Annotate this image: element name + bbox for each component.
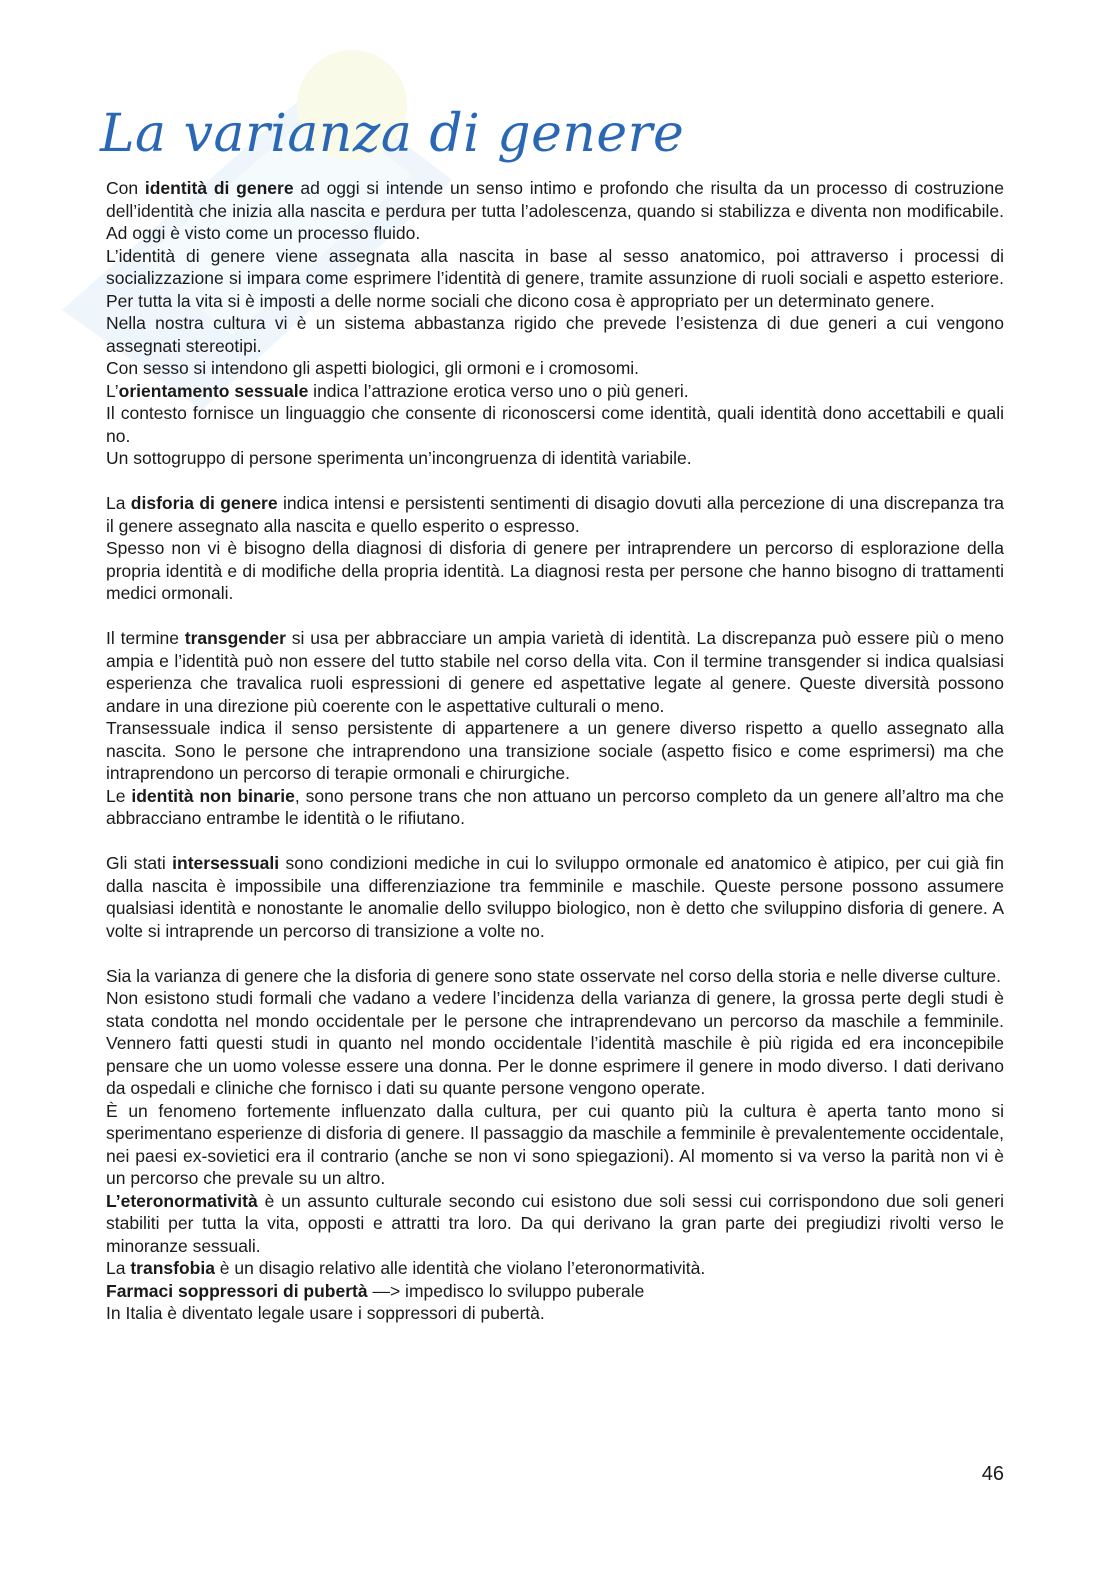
- page-title: La varianza di genere: [100, 104, 685, 164]
- paragraph: [106, 380, 1004, 403]
- text-run: La: [106, 493, 131, 513]
- bold-term: transgender: [184, 628, 286, 648]
- text-run: —> impedisco lo sviluppo puberale: [367, 1280, 645, 1301]
- paragraph: [106, 987, 1004, 1100]
- paragraph: [106, 1257, 1004, 1280]
- text-run: Con: [106, 178, 145, 198]
- text-run: Nella nostra cultura vi è un sistema abbastanza rigido che prevede l’esistenza di due generi a cui vengono assegnati stereotipi.: [106, 313, 1004, 356]
- bold-term: L’eteronormatività: [106, 1190, 258, 1211]
- paragraph: [106, 1190, 1004, 1258]
- bold-term: Farmaci soppressori di pubertà: [106, 1280, 368, 1301]
- text-run: È un fenomeno fortemente influenzato dalla cultura, per cui quanto più la cultura è aperta tanto mono si sperimentano esperienze di disforia di genere. Il passaggio da maschile a femminile è prevalentemente occidentale, nei paesi ex-sovietici era il contrario (anche se non vi sono spiegazioni). Al momento si va verso la parità non vi è un percorso che prevale su un altro.: [106, 1100, 1004, 1188]
- text-run: Transessuale indica il senso persistente di appartenere a un genere diverso rispetto a quello assegnato alla nascita. Sono le persone che intraprendono una transizione sociale (aspetto fisico e come esprimersi) ma che intraprendono un percorso di terapie ormonali e chirurgiche.: [106, 718, 1004, 783]
- text-run: indica l’attrazione erotica verso uno o più generi.: [308, 380, 689, 401]
- text-run: Un sottogruppo di persone sperimenta un’incongruenza di identità variabile.: [106, 448, 692, 468]
- paragraph: [106, 537, 1004, 605]
- text-run: L’identità di genere viene assegnata alla nascita in base al sesso anatomico, poi attraverso i processi di socializzazione si impara come esprimere l’identità di genere, tramite assunzione di ruoli sociali e aspetto esteriore. Per tutta la vita si è imposti a delle norme sociali che dicono cosa è appropriato per un determinato genere.: [106, 245, 1004, 311]
- paragraph: [106, 447, 1004, 470]
- text-run: Non esistono studi formali che vadano a vedere l’incidenza della varianza di genere, la grossa perte degli studi è stata condotta nel mondo occidentale per le persone che intraprendevano un percorso da maschile a femminile. Vennero fatti questi studi in quanto nel mondo occidentale l’identità maschile è più rigida ed era inconcepibile pensare che un uomo volesse essere una donna. Per le donne esprimere il genere in modo diverso. I dati derivano da ospedali e cliniche che fornisco i dati su quante persone vengono operate.: [106, 988, 1004, 1098]
- text-run: In Italia è diventato legale usare i soppressori di pubertà.: [106, 1303, 545, 1323]
- text-run: , sono persone trans che non attuano un percorso completo da un genere all’altro ma che abbracciano entrambe le identità o le rifiutano.: [106, 785, 1004, 828]
- paragraph: [106, 1100, 1004, 1190]
- text-run: Spesso non vi è bisogno della diagnosi di disforia di genere per intraprendere un percorso di esplorazione della propria identità e di modifiche della propria identità. La diagnosi resta per persone che hanno bisogno di trattamenti medici ormonali.: [106, 538, 1004, 603]
- bold-term: identità di genere: [144, 178, 294, 198]
- text-run: Le: [106, 785, 132, 806]
- text-run: Con sesso si intendono gli aspetti biologici, gli ormoni e i cromosomi.: [106, 358, 640, 378]
- text-run: sono condizioni mediche in cui lo sviluppo ormonale ed anatomico è atipico, per cui già fin dalla nascita è impossibile una differenziazione tra femminile e maschile. Queste persone possono assumere qualsiasi identità e nonostante le anomalie dello sviluppo biologico, non è detto che sviluppino disforia di genere. A volte si intraprende un percorso di transizione a volte no.: [106, 853, 1004, 941]
- paragraph: [106, 177, 1004, 245]
- paragraph: [106, 1280, 1004, 1303]
- text-run: si usa per abbracciare un ampia varietà di identità. La discrepanza può essere più o meno ampia e l’identità può non essere del tutto stabile nel corso della vita. Con il termine transgender si indica qualsiasi esperienza che travalica ruoli espressioni di genere ed aspettative legate al genere. Queste diversità possono andare in una direzione più coerente con le aspettative culturali o meno.: [106, 628, 1005, 716]
- paragraph: [106, 1302, 1004, 1325]
- text-run: La: [106, 1258, 131, 1278]
- paragraph: [106, 312, 1004, 357]
- paragraph: [106, 717, 1004, 785]
- paragraph: [106, 402, 1004, 447]
- bold-term: identità non binarie: [131, 785, 295, 806]
- text-run: è un disagio relativo alle identità che violano l’eteronormatività.: [214, 1258, 706, 1278]
- bold-term: intersessuali: [172, 853, 280, 873]
- paragraph: [106, 357, 1004, 380]
- paragraph: [106, 785, 1004, 830]
- text-run: Il termine: [106, 628, 185, 648]
- page-number: 46: [981, 1463, 1004, 1485]
- text-run: Gli stati: [106, 853, 173, 873]
- bold-term: disforia di genere: [130, 493, 278, 513]
- body-text: [106, 177, 1004, 1325]
- text-run: Sia la varianza di genere che la disforia di genere sono state osservate nel corso della storia e nelle diverse culture.: [106, 965, 1001, 986]
- text-run: Il contesto fornisce un linguaggio che consente di riconoscersi come identità, quali identità dono accettabili e quali no.: [106, 403, 1004, 446]
- bold-term: transfobia: [130, 1258, 215, 1278]
- text-run: L’: [106, 380, 119, 401]
- paragraph: [106, 852, 1004, 942]
- paragraph: [106, 627, 1004, 717]
- text-run: è un assunto culturale secondo cui esistono due soli sessi cui corrispondono due soli generi stabiliti per tutta la vita, opposti e attratti tra loro. Da qui derivano la gran parte dei pregiudizi rivolti verso le minoranze sessuali.: [106, 1190, 1004, 1256]
- text-run: ad oggi si intende un senso intimo e profondo che risulta da un processo di costruzione dell’identità che inizia alla nascita e perdura per tutta l’adolescenza, quando si stabilizza e diventa non modificabile. Ad oggi è visto come un processo fluido.: [106, 178, 1005, 243]
- text-run: indica intensi e persistenti sentimenti di disagio dovuti alla percezione di una discrepanza tra il genere assegnato alla nascita e quello esperito o espresso.: [106, 493, 1005, 536]
- bold-term: orientamento sessuale: [118, 380, 309, 401]
- paragraph: [106, 965, 1004, 988]
- paragraph: [106, 245, 1004, 313]
- paragraph: [106, 492, 1004, 537]
